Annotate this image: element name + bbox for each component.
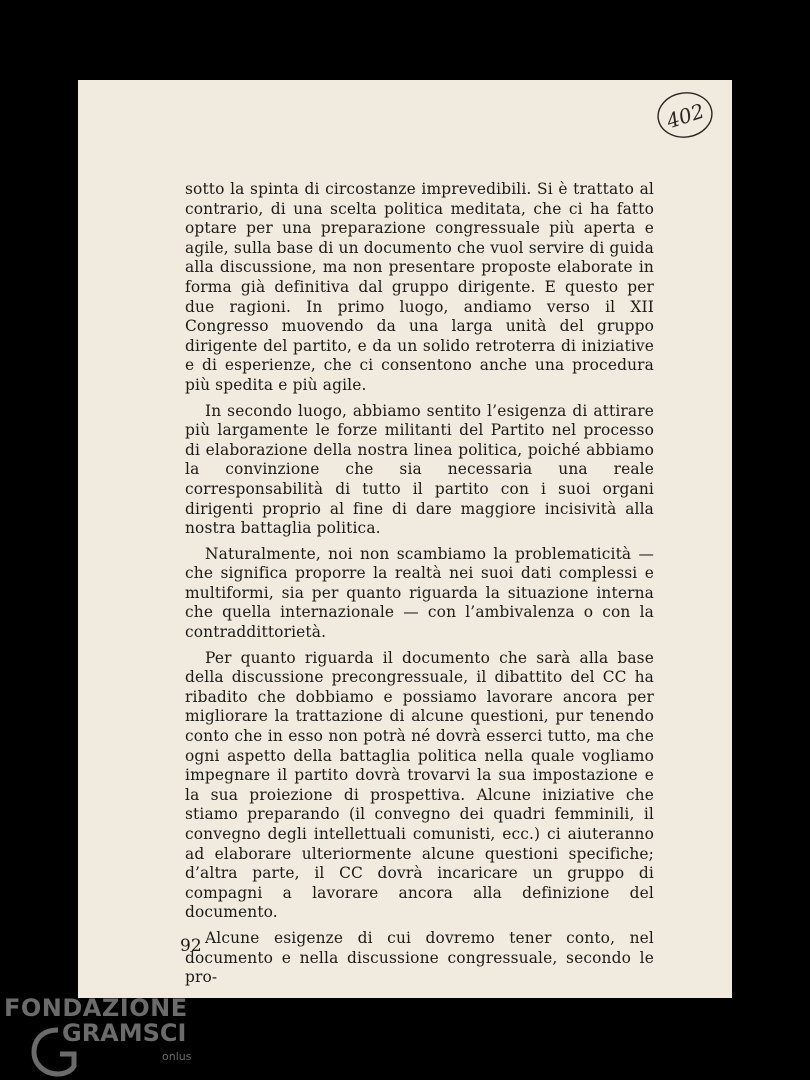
paragraph: Alcune esigenze di cui dovremo tener conto, nel documento e nella discussione congressuale, secondo le pro- xyxy=(185,928,654,987)
fondazione-gramsci-logo xyxy=(0,990,210,1080)
page-number: 92 xyxy=(180,936,202,956)
watermark-line-1: FONDAZIONE xyxy=(4,994,188,1022)
archive-stamp xyxy=(656,90,714,140)
paragraph: In secondo luogo, abbiamo sentito l’esigenza di attirare più largamente le forze militanti del Partito nel processo di elaborazione della nostra linea politica, poiché abbiamo la convinzione che sia necessaria una reale corresponsabilità di tutto il partito con i suoi organi dirigenti proprio al fine di dare maggiore incisività alla nostra battaglia politica. xyxy=(185,401,654,538)
watermark-line-3: onlus xyxy=(162,1050,192,1063)
paragraph: Naturalmente, noi non scambiamo la problematicità — che significa proporre la realtà nei suoi dati complessi e multiformi, sia per quanto riguarda la situazione interna che quella internazionale — con l’ambivalenza o con la contraddittorietà. xyxy=(185,544,654,642)
body-text xyxy=(185,180,654,988)
archive-stamp-number: 402 xyxy=(663,98,708,134)
paragraph: sotto la spinta di circostanze imprevedibili. Si è trattato al contrario, di una scelta politica meditata, che ci ha fatto optare per una preparazione congressuale più aperta e agile, sulla base di un documento che vuol servire di guida alla discussione, ma non presentare proposte elaborate in forma già definitiva dal gruppo dirigente. E questo per due ragioni. In primo luogo, andiamo verso il XII Congresso muovendo da una larga unità del gruppo dirigente del partito, e da un solido retroterra di iniziative e di esperienze, che ci consentono anche una procedura più spedita e più agile. xyxy=(185,180,654,394)
paragraph: Per quanto riguarda il documento che sarà alla base della discussione precongressuale, il dibattito del CC ha ribadito che dobbiamo e possiamo lavorare ancora per migliorare la trattazione di alcune questioni, pur tenendo conto che in esso non potrà né dovrà esserci tutto, ma che ogni aspetto della battaglia politica nella quale vogliamo impegnare il partito dovrà trovarvi la sua impostazione e la sua proiezione di prospettiva. Alcune iniziative che stiamo preparando (il convegno dei quadri femminili, il convegno degli intellettuali comunisti, ecc.) ci aiuteranno ad elaborare ulteriormente alcune questioni specifiche; d’altra parte, il CC dovrà incaricare un gruppo di compagni a lavorare ancora alla definizione del documento. xyxy=(185,648,654,922)
watermark-line-2: GRAMSCI xyxy=(62,1019,187,1047)
